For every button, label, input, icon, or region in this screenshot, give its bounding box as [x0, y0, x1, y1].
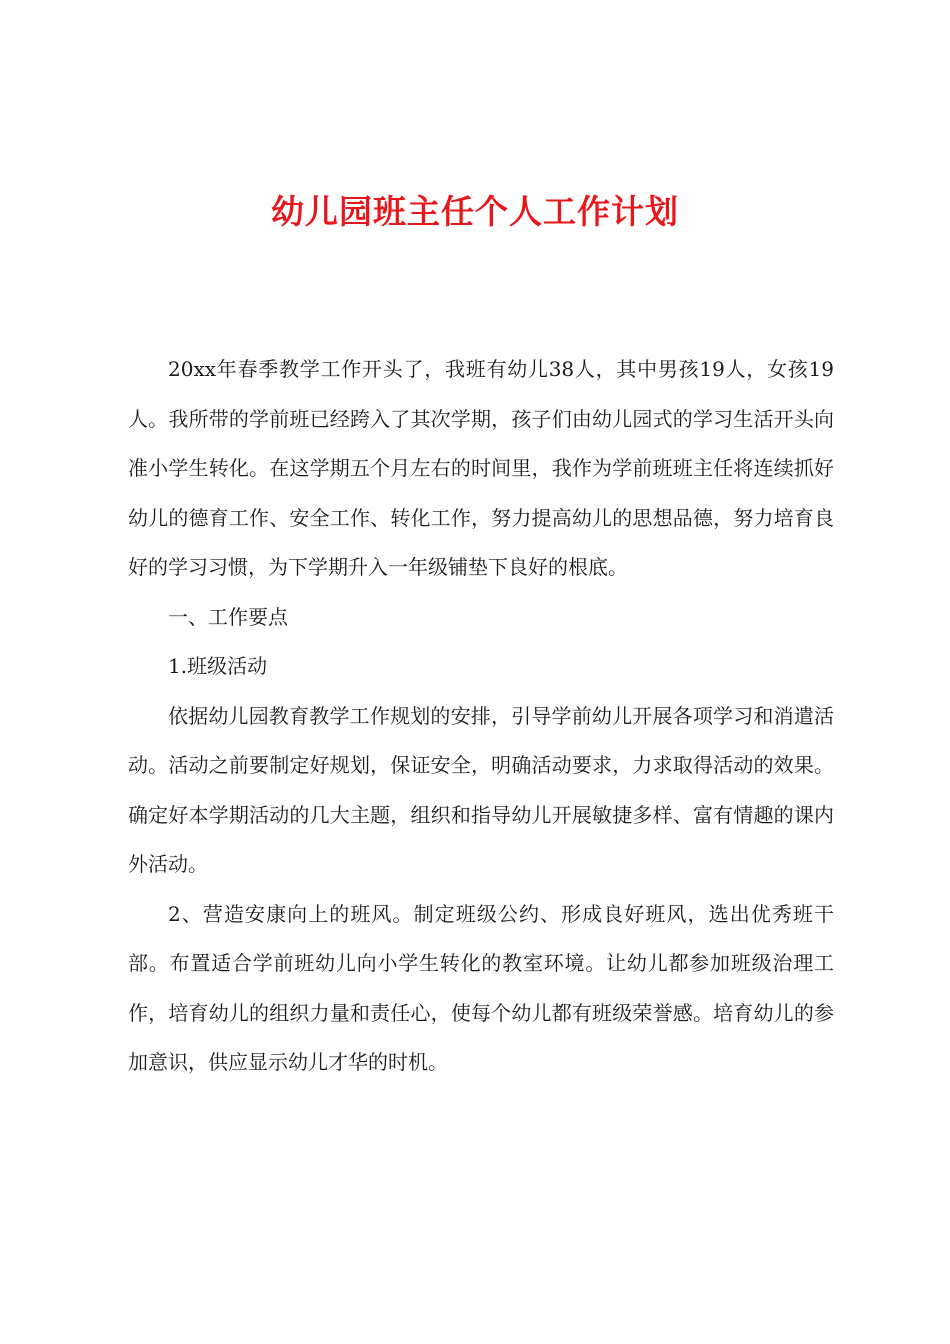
section-heading-work-points: 一、工作要点 [168, 604, 288, 629]
subsection-heading-class-activities: 1.班级活动 [168, 654, 268, 678]
paragraph-intro: 20xx年春季教学工作开头了，我班有幼儿38人，其中男孩19人，女孩19人。我所带的学前班已经跨入了其次学期，孩子们由幼儿园式的学习生活开头向准小学生转化。在这学期五个月左右的时间里，我作为学前班班主任将连续抓好幼儿的德育工作、安全工作、转化工作，努力提高幼儿的思想品德，努力培育良好的学习习惯，为下学期升入一年级铺垫下良好的根底。 [128, 357, 834, 579]
paragraph-class-style: 2、营造安康向上的班风。制定班级公约、形成良好班风，选出优秀班干部。布置适合学前班幼儿向小学生转化的教室环境。让幼儿都参加班级治理工作，培育幼儿的组织力量和责任心，使每个幼儿都有班级荣誉感。培育幼儿的参加意识，供应显示幼儿才华的时机。 [128, 901, 834, 1074]
document-title: 幼儿园班主任个人工作计划 [271, 192, 679, 231]
document-body [128, 345, 834, 1088]
paragraph-class-activities: 依据幼儿园教育教学工作规划的安排，引导学前幼儿开展各项学习和消遣活动。活动之前要制定好规划，保证安全，明确活动要求，力求取得活动的效果。确定好本学期活动的几大主题，组织和指导幼儿开展敏捷多样、富有情趣的课内外活动。 [128, 703, 834, 876]
